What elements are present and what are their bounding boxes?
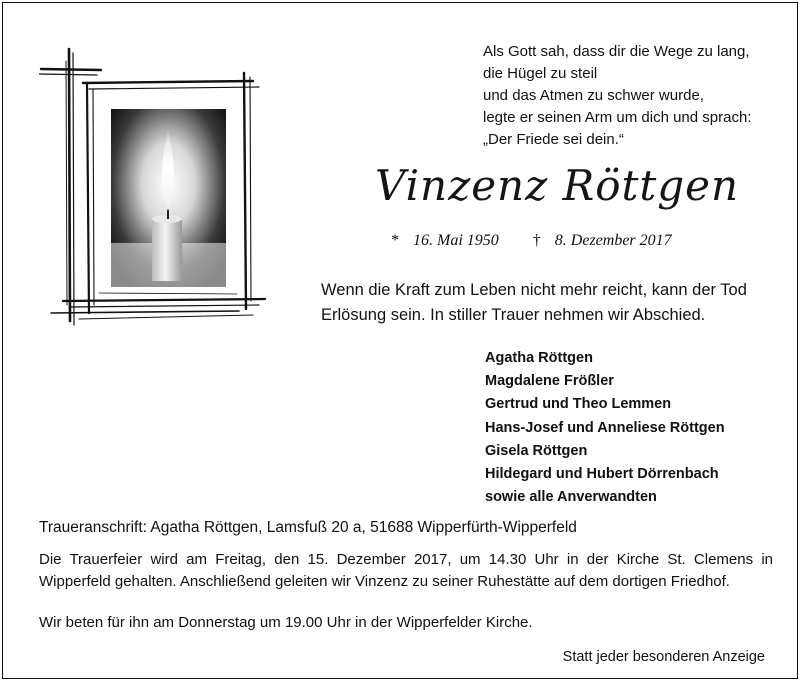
birth-date: 16. Mai 1950 bbox=[413, 232, 499, 249]
mourning-address: Traueranschrift: Agatha Röttgen, Lamsfuß 20 a, 51688 Wipperfürth-Wipperfeld bbox=[39, 519, 577, 536]
mourner-name: Hans-Josef und Anneliese Röttgen bbox=[485, 419, 725, 436]
poem-line: Als Gott sah, dass dir die Wege zu lang, bbox=[483, 43, 750, 60]
mourner-name: sowie alle Anverwandten bbox=[485, 489, 657, 506]
death-date: 8. Dezember 2017 bbox=[554, 232, 672, 249]
poem-line: legte er seinen Arm um dich und sprach: bbox=[483, 109, 752, 126]
poem-line: „Der Friede sei dein.“ bbox=[483, 131, 624, 148]
quote-line: Erlösung sein. In stiller Trauer nehmen wir Abschied. bbox=[321, 306, 706, 324]
candle-image bbox=[111, 109, 226, 287]
quote-line: Wenn die Kraft zum Leben nicht mehr reicht, kann der Tod bbox=[321, 281, 747, 299]
birth-star-icon: * bbox=[391, 232, 399, 249]
mourner-name: Magdalene Frößler bbox=[485, 373, 614, 390]
closing-note: Statt jeder besonderen Anzeige bbox=[562, 649, 765, 665]
deceased-name: Vinzenz Röttgen bbox=[375, 161, 740, 210]
poem-line: und das Atmen zu schwer wurde, bbox=[483, 87, 704, 104]
obituary-notice bbox=[2, 2, 798, 679]
mourner-name: Gisela Röttgen bbox=[485, 442, 588, 459]
cross-icon bbox=[39, 49, 101, 325]
mourner-name: Gertrud und Theo Lemmen bbox=[485, 396, 672, 413]
life-dates bbox=[391, 232, 751, 250]
mourner-name: Agatha Röttgen bbox=[485, 350, 593, 366]
service-info: Die Trauerfeier wird am Freitag, den 15. Dezember 2017, um 14.30 Uhr in der Kirche St. Clemens in Wipperfeld gehalten. Anschließend geleiten wir Vinzenz zu seiner Ruhestätte auf dem dortigen Friedhof. bbox=[39, 551, 773, 590]
poem bbox=[483, 41, 783, 151]
prayer-info: Wir beten für ihn am Donnerstag um 19.00 Uhr in der Wipperfelder Kirche. bbox=[39, 614, 533, 631]
mourner-name: Hildegard und Hubert Dörrenbach bbox=[485, 466, 719, 483]
farewell-quote bbox=[321, 278, 781, 328]
poem-line: die Hügel zu steil bbox=[483, 65, 598, 82]
cross-candle-emblem bbox=[39, 43, 269, 333]
death-cross-icon: † bbox=[532, 232, 541, 249]
mourners-list bbox=[485, 347, 775, 509]
